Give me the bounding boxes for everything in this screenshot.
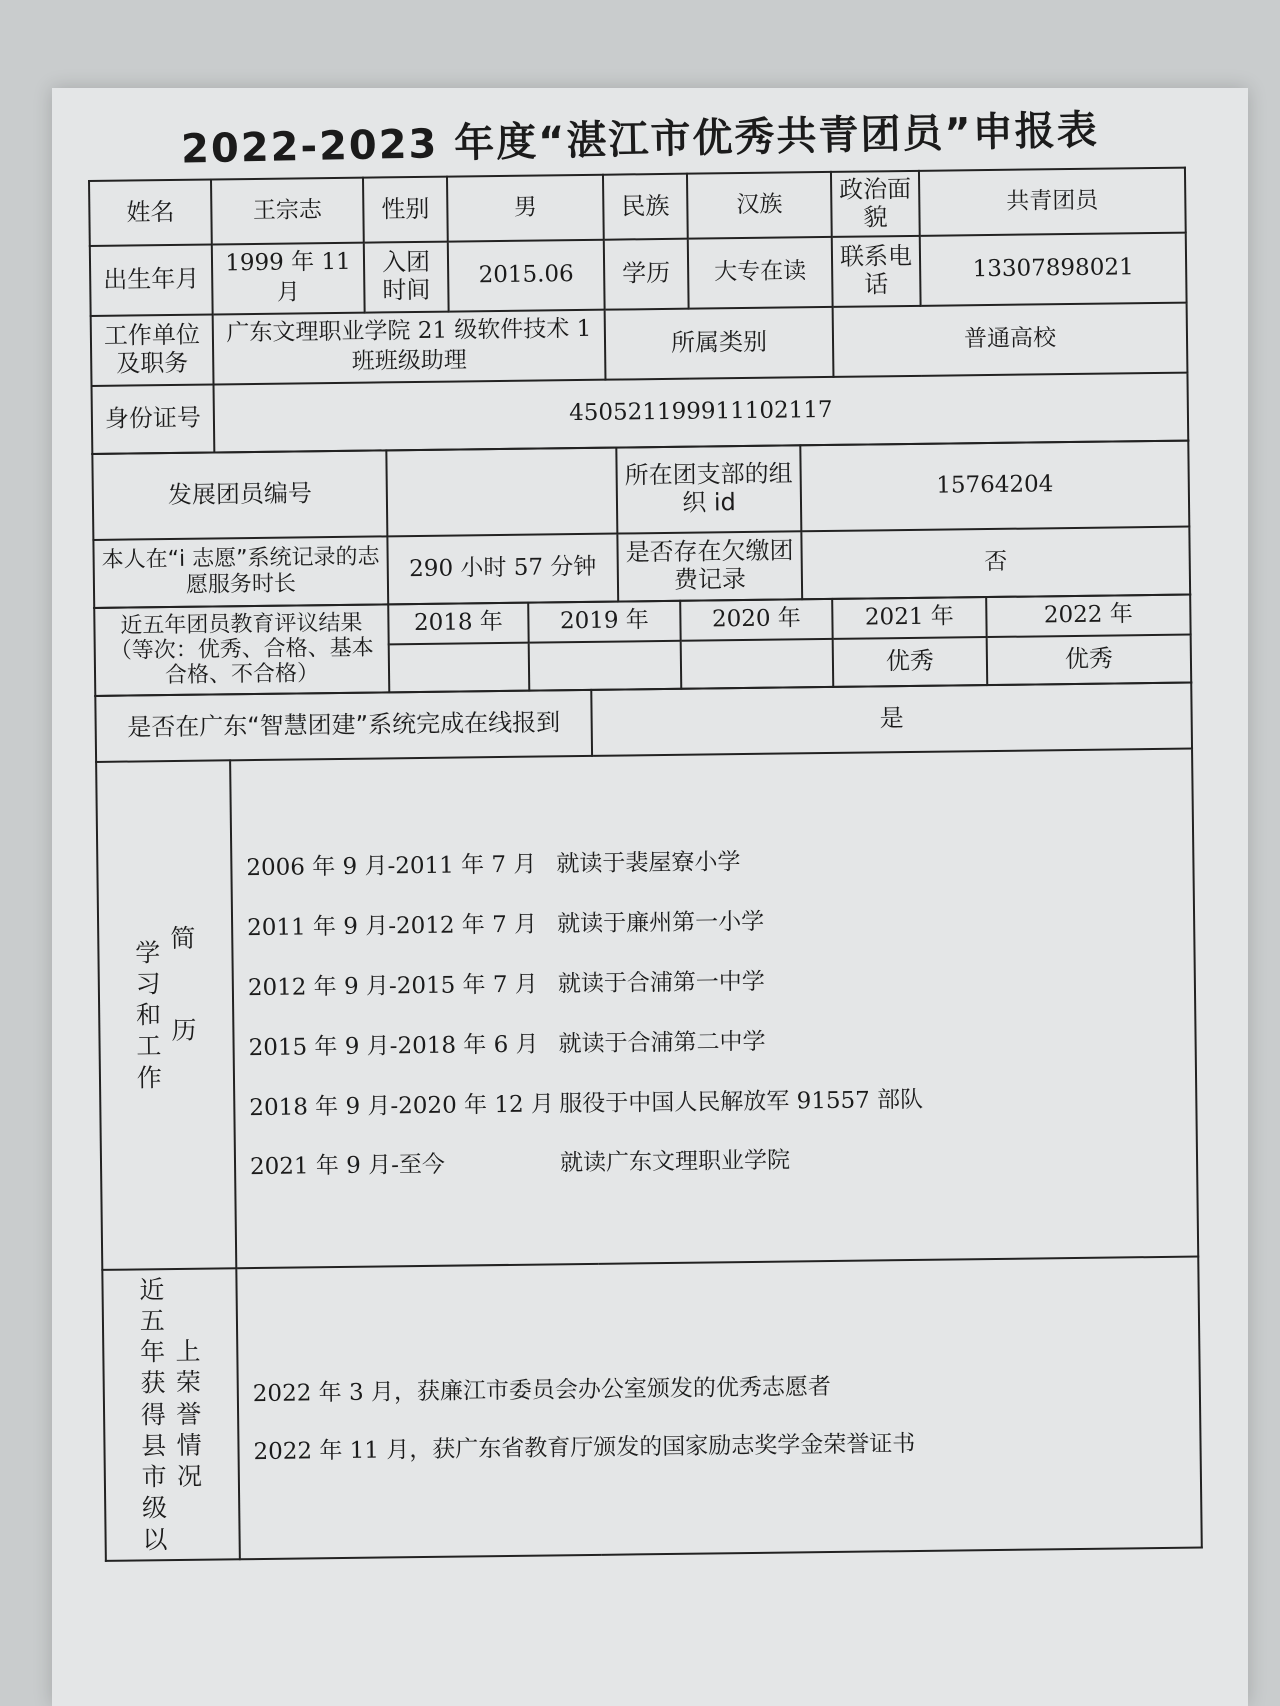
gender-label: 性别 (363, 177, 448, 243)
education-value: 大专在读 (688, 237, 833, 309)
name-value: 王宗志 (211, 178, 364, 245)
political-label: 政治面貌 (831, 171, 920, 237)
vertical-char: 五 (139, 1306, 165, 1336)
history-period: 2018 年 9 月-2020 年 12 月 (249, 1090, 555, 1121)
vertical-char: 荣 (175, 1368, 202, 1398)
history-description: 就读于裴屋寮小学 (556, 849, 741, 878)
eval-result (681, 639, 834, 689)
dues-label: 是否存在欠缴团费记录 (617, 531, 802, 601)
history-entry (249, 1082, 1181, 1123)
category-value: 普通高校 (833, 303, 1188, 377)
vertical-char: 习 (135, 968, 161, 999)
history-entry (250, 1142, 1182, 1183)
eval-result: 优秀 (987, 634, 1192, 684)
vertical-char: 作 (136, 1062, 162, 1092)
eval-year: 2021 年 (832, 597, 986, 639)
name-label: 姓名 (89, 179, 212, 246)
member-number-label: 发展团员编号 (92, 450, 387, 540)
vertical-char: 近 (139, 1274, 165, 1305)
volunteer-hours-value: 290 小时 57 分钟 (387, 533, 618, 604)
history-period: 2012 年 9 月-2015 年 7 月 (247, 971, 539, 1001)
work-value: 广东文理职业学院 21 级软件技术 1 班班级助理 (213, 310, 606, 385)
eval-result (529, 640, 682, 690)
history-period: 2015 年 9 月-2018 年 6 月 (248, 1031, 539, 1061)
vertical-char: 简 (170, 924, 196, 954)
volunteer-hours-label: 本人在“i 志愿”系统记录的志愿服务时长 (93, 536, 388, 608)
application-form (88, 167, 1201, 1562)
member-number-value (386, 447, 617, 536)
vertical-char: 工 (136, 1031, 162, 1061)
history-label (96, 760, 236, 1270)
history-description: 就读于合浦第一中学 (557, 968, 766, 998)
history-label-right (169, 923, 199, 1106)
honors-entries (236, 1256, 1201, 1559)
work-label: 工作单位及职务 (91, 314, 214, 385)
id-card-label: 身份证号 (92, 384, 215, 453)
history-entry (248, 962, 1180, 1003)
eval-year: 2019 年 (528, 601, 680, 643)
vertical-char: 历 (171, 1015, 197, 1045)
history-entries (230, 748, 1198, 1268)
education-label: 学历 (604, 239, 689, 310)
vertical-char: 以 (142, 1524, 168, 1555)
ethnicity-value: 汉族 (687, 172, 832, 239)
history-description: 就读于廉州第一小学 (556, 908, 765, 938)
phone-label: 联系电话 (832, 236, 921, 307)
form-title: 2022-2023 年度“湛江市优秀共青团员”申报表 (180, 107, 1100, 173)
branch-id-label: 所在团支部的组织 id (616, 445, 801, 533)
history-period: 2006 年 9 月-2011 年 7 月 (246, 851, 537, 882)
dues-value: 否 (801, 526, 1190, 599)
history-description: 服役于中国人民解放军 91557 部队 (559, 1086, 924, 1117)
political-value: 共青团员 (919, 168, 1186, 236)
history-description: 就读于合浦第二中学 (558, 1028, 766, 1057)
history-table (94, 681, 1203, 1562)
vertical-char: 级 (141, 1493, 168, 1523)
vertical-char: 誉 (176, 1399, 202, 1429)
ethnicity-label: 民族 (603, 174, 688, 240)
vertical-char: 情 (176, 1430, 202, 1460)
branch-id-value: 15764204 (800, 440, 1189, 531)
eval-result: 优秀 (833, 637, 988, 687)
honors-label (102, 1268, 240, 1561)
vertical-char: 上 (175, 1336, 201, 1367)
history-period: 2021 年 9 月-至今 (249, 1152, 446, 1181)
vertical-char: 获 (140, 1368, 166, 1398)
id-card-value: 450521199911102117 (214, 372, 1189, 452)
member-info-table (91, 439, 1191, 608)
vertical-char: 市 (141, 1462, 167, 1492)
honor-item: 2022 年 11 月，获广东省教育厅颁发的国家励志奖学金荣誉证书 (253, 1431, 916, 1466)
birth-value: 1999 年 11 月 (212, 243, 365, 315)
vertical-char: 况 (176, 1461, 203, 1492)
eval-year: 2020 年 (680, 599, 832, 641)
history-entry (247, 903, 1179, 944)
report-label: 是否在广东“智慧团建”系统完成在线报到 (95, 690, 592, 762)
vertical-char: 得 (140, 1399, 167, 1430)
honor-item: 2022 年 3 月，获廉江市委员会办公室颁发的优秀志愿者 (252, 1374, 832, 1408)
vertical-char: 学 (135, 937, 161, 967)
evaluation-label: 近五年团员教育评议结果（等次：优秀、合格、基本合格、不合格） (94, 604, 389, 695)
honors-label-right (174, 1336, 204, 1493)
join-value: 2015.06 (448, 240, 605, 312)
eval-year: 2018 年 (388, 602, 528, 644)
eval-year: 2022 年 (986, 594, 1190, 636)
honors-label-left (138, 1274, 169, 1556)
history-label-left (134, 937, 164, 1094)
report-value: 是 (591, 682, 1192, 755)
join-label: 入团时间 (364, 242, 449, 313)
history-entry (246, 843, 1178, 884)
birth-label: 出生年月 (90, 245, 213, 316)
vertical-char: 和 (135, 1000, 162, 1030)
category-label: 所属类别 (605, 307, 834, 380)
basic-info-table (88, 167, 1189, 455)
phone-value: 13307898021 (920, 233, 1187, 306)
eval-result (389, 642, 530, 692)
history-period: 2011 年 9 月-2012 年 7 月 (246, 911, 538, 941)
history-description: 就读广东文理职业学院 (559, 1147, 791, 1177)
vertical-char: 县 (141, 1431, 167, 1461)
gender-value: 男 (447, 175, 604, 242)
evaluation-table (93, 593, 1192, 696)
vertical-char: 年 (139, 1337, 166, 1367)
history-entry (248, 1022, 1180, 1063)
